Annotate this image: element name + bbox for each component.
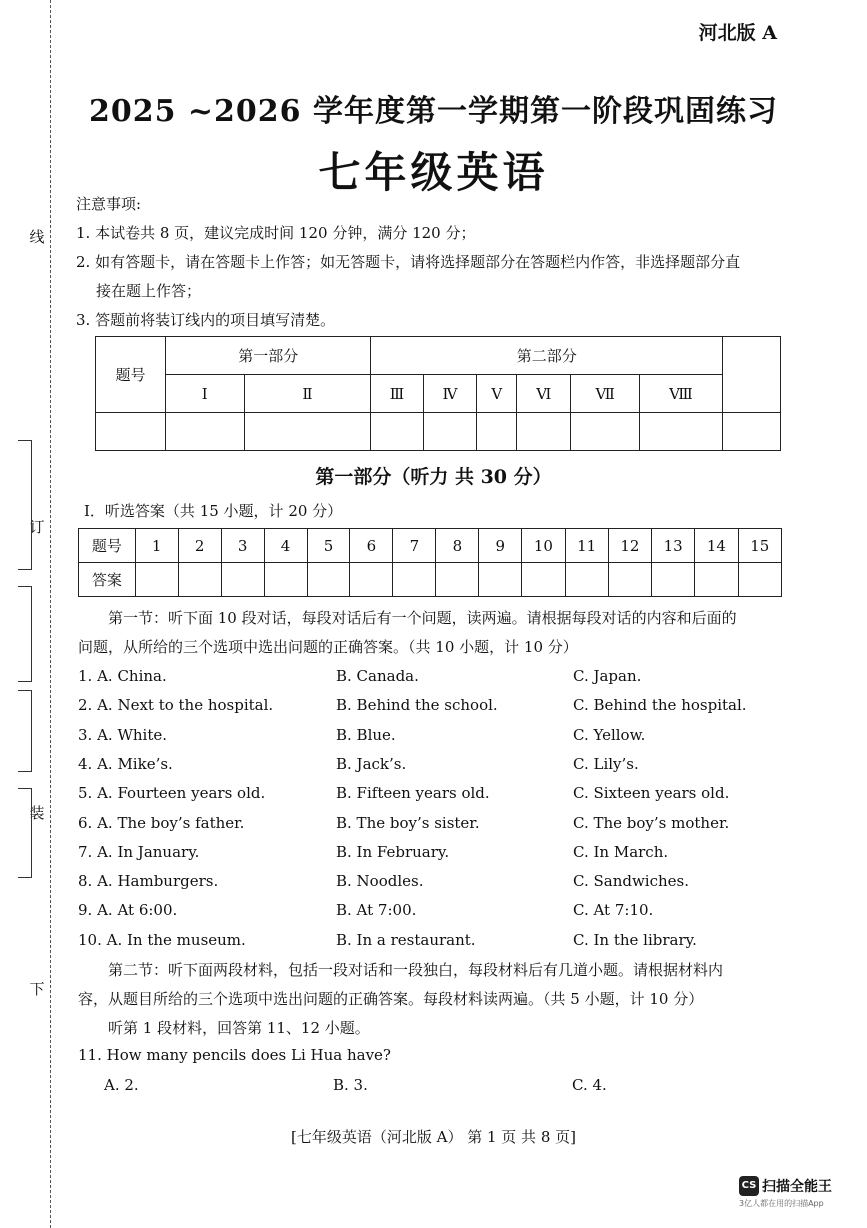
question-option-b[interactable]: B. At 7:00. — [336, 901, 417, 920]
answer-table-label: 题号 — [79, 529, 136, 563]
passage-note: 听第 1 段材料，回答第 11、12 小题。 — [108, 1019, 370, 1037]
answer-number-cell: 9 — [479, 529, 522, 563]
answer-input-cell[interactable] — [695, 563, 738, 597]
answer-input-cell[interactable] — [264, 563, 307, 597]
exam-title: 2025 ~2026 学年度第一学期第一阶段巩固练习 — [88, 94, 779, 129]
answer-input-cell[interactable] — [178, 563, 221, 597]
score-table-roman: Ⅵ — [517, 375, 571, 413]
binding-bracket — [18, 586, 32, 682]
score-cell[interactable] — [96, 413, 166, 451]
score-cell[interactable] — [244, 413, 371, 451]
answer-number-cell: 8 — [436, 529, 479, 563]
question-option-b[interactable]: B. The boy’s sister. — [336, 813, 480, 832]
notes-block — [76, 190, 801, 335]
notes-item: 3. 答题前将装订线内的项目填写清楚。 — [76, 311, 336, 329]
answer-input-cell[interactable] — [307, 563, 350, 597]
score-table-roman: Ⅴ — [477, 375, 517, 413]
question-option-a[interactable]: 3. A. White. — [78, 725, 167, 744]
scanner-tagline: 3亿人都在用的扫描App — [739, 1199, 824, 1208]
score-cell[interactable] — [423, 413, 477, 451]
answer-number-cell: 4 — [264, 529, 307, 563]
question-option-a[interactable]: 9. A. At 6:00. — [78, 901, 178, 920]
answer-table-label: 答案 — [79, 563, 136, 597]
instruction-line: 问题，从所给的三个选项中选出问题的正确答案。（共 10 小题，计 10 分） — [78, 638, 578, 656]
instruction-line: 第一节：听下面 10 段对话，每段对话后有一个问题，读两遍。请根据每段对话的内容和后面的 — [108, 609, 737, 627]
score-cell[interactable] — [477, 413, 517, 451]
question-option-c[interactable]: C. Sixteen years old. — [573, 784, 730, 803]
binding-bracket — [18, 690, 32, 772]
score-table-roman: Ⅳ — [423, 375, 477, 413]
answer-input-cell[interactable] — [350, 563, 393, 597]
q11-option-c[interactable]: C. 4. — [572, 1076, 607, 1094]
edition-label: 河北版 A — [698, 22, 777, 44]
answer-number-cell: 15 — [738, 529, 781, 563]
score-table-roman: Ⅷ — [639, 375, 722, 413]
subject-title: 七年级英语 — [318, 148, 549, 197]
question-option-b[interactable]: B. Behind the school. — [336, 696, 498, 715]
question-option-a[interactable]: 10. A. In the museum. — [78, 930, 246, 949]
answer-input-cell[interactable] — [522, 563, 565, 597]
answer-table — [78, 528, 782, 597]
answer-number-cell: 12 — [608, 529, 651, 563]
score-table-roman: Ⅰ — [166, 375, 245, 413]
question-option-c[interactable]: C. At 7:10. — [573, 901, 654, 920]
answer-number-cell: 11 — [565, 529, 608, 563]
q11-option-a[interactable]: A. 2. — [104, 1076, 139, 1094]
answer-input-cell[interactable] — [135, 563, 178, 597]
score-table-part1: 第一部分 — [166, 337, 371, 375]
binding-label-line: 线 — [29, 228, 45, 246]
question-option-c[interactable]: C. Yellow. — [573, 725, 646, 744]
answer-input-cell[interactable] — [221, 563, 264, 597]
answer-number-cell: 1 — [135, 529, 178, 563]
section-title: Ⅰ．听选答案（共 15 小题，计 20 分） — [84, 502, 343, 520]
answer-number-cell: 7 — [393, 529, 436, 563]
score-cell[interactable] — [517, 413, 571, 451]
score-table-roman: Ⅲ — [371, 375, 423, 413]
notes-heading: 注意事项: — [76, 195, 142, 213]
answer-input-cell[interactable] — [608, 563, 651, 597]
question-option-b[interactable]: B. In February. — [336, 842, 450, 861]
question-option-a[interactable]: 4. A. Mike’s. — [78, 754, 173, 773]
question-option-b[interactable]: B. Fifteen years old. — [336, 784, 490, 803]
scanner-watermark — [739, 1176, 849, 1209]
score-cell[interactable] — [166, 413, 245, 451]
q11-option-b[interactable]: B. 3. — [333, 1076, 368, 1094]
question-option-c[interactable]: C. In the library. — [573, 930, 697, 949]
answer-number-cell: 14 — [695, 529, 738, 563]
question-option-a[interactable]: 1. A. China. — [78, 667, 167, 685]
instruction-line: 容，从题目所给的三个选项中选出问题的正确答案。每段材料读两遍。（共 5 小题，计 10 分） — [78, 990, 704, 1008]
binding-bracket — [18, 440, 32, 570]
notes-item: 1. 本试卷共 8 页，建议完成时间 120 分钟，满分 120 分； — [76, 224, 476, 242]
answer-input-cell[interactable] — [738, 563, 781, 597]
question-option-a[interactable]: 2. A. Next to the hospital. — [78, 696, 274, 715]
answer-input-cell[interactable] — [565, 563, 608, 597]
instruction-line: 第二节：听下面两段材料，包括一段对话和一段独白，每段材料后有几道小题。请根据材料内 — [108, 961, 724, 979]
q11-stem: 11. How many pencils does Li Hua have? — [78, 1046, 391, 1064]
binding-label-down: 下 — [29, 980, 45, 998]
question-option-b[interactable]: B. Jack’s. — [336, 754, 407, 773]
binding-bracket — [18, 788, 32, 878]
score-table-roman: Ⅶ — [571, 375, 640, 413]
question-option-c[interactable]: C. Sandwiches. — [573, 872, 690, 891]
question-option-a[interactable]: 5. A. Fourteen years old. — [78, 784, 266, 803]
question-option-c[interactable]: C. Behind the hospital. — [573, 696, 747, 715]
answer-number-cell: 5 — [307, 529, 350, 563]
question-option-b[interactable]: B. Canada. — [336, 667, 419, 685]
question-option-c[interactable]: C. The boy’s mother. — [573, 813, 730, 832]
answer-input-cell[interactable] — [436, 563, 479, 597]
question-option-a[interactable]: 8. A. Hamburgers. — [78, 872, 219, 891]
score-cell[interactable] — [571, 413, 640, 451]
answer-input-cell[interactable] — [652, 563, 695, 597]
question-option-c[interactable]: C. Lily’s. — [573, 754, 639, 773]
answer-number-cell: 13 — [652, 529, 695, 563]
sec2-instructions — [78, 956, 800, 1043]
answer-input-cell[interactable] — [393, 563, 436, 597]
answer-number-cell: 6 — [350, 529, 393, 563]
scanner-name: 扫描全能王 — [762, 1179, 832, 1195]
part1-heading: 第一部分（听力 共 30 分） — [315, 466, 552, 488]
question-option-a[interactable]: 7. A. In January. — [78, 842, 200, 861]
question-option-b[interactable]: B. Noodles. — [336, 872, 424, 891]
score-cell[interactable] — [371, 413, 423, 451]
answer-number-cell: 3 — [221, 529, 264, 563]
answer-input-cell[interactable] — [479, 563, 522, 597]
score-cell[interactable] — [723, 413, 781, 451]
score-cell[interactable] — [639, 413, 722, 451]
question-option-a[interactable]: 6. A. The boy’s father. — [78, 813, 245, 832]
question-option-c[interactable]: C. Japan. — [573, 667, 642, 685]
score-table-label: 题号 — [96, 337, 166, 413]
question-option-b[interactable]: B. In a restaurant. — [336, 930, 476, 949]
scanner-logo-icon: CS — [739, 1176, 759, 1196]
notes-item: 接在题上作答； — [96, 282, 202, 300]
question-option-b[interactable]: B. Blue. — [336, 725, 396, 744]
sec1-instructions — [78, 604, 800, 662]
page-footer: [七年级英语（河北版 A） 第 1 页 共 8 页] — [290, 1128, 576, 1146]
answer-number-cell: 10 — [522, 529, 565, 563]
question-option-c[interactable]: C. In March. — [573, 842, 669, 861]
score-table-roman: Ⅱ — [244, 375, 371, 413]
score-table — [95, 336, 781, 451]
score-table-part2: 第二部分 — [371, 337, 723, 375]
binding-label-order: 订 — [29, 518, 45, 536]
score-table-total-header — [723, 337, 781, 413]
answer-number-cell: 2 — [178, 529, 221, 563]
notes-item: 2. 如有答题卡，请在答题卡上作答；如无答题卡，请将选择题部分在答题栏内作答，非选择题部分直 — [76, 253, 741, 271]
binding-label-bind: 装 — [29, 804, 45, 822]
